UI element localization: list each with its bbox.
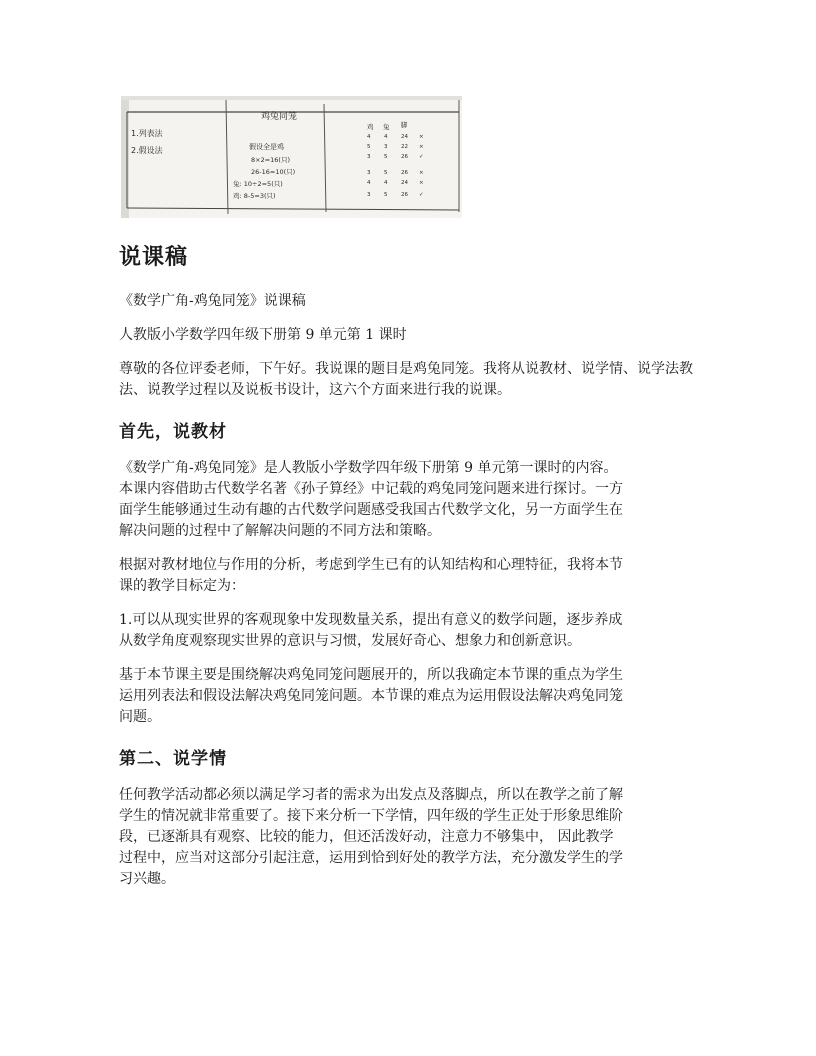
paragraph-line: 面学生能够通过生动有趣的古代数学问题感受我国古代数学文化，另一方面学生在 <box>119 502 623 518</box>
photo-table-cell: 5 <box>384 170 388 176</box>
photo-table-header: 脚 <box>401 121 408 129</box>
students-paragraph <box>119 785 709 890</box>
photo-table-mark: × <box>419 170 424 176</box>
paragraph-line: 从数学角度观察现实世界的意识与习惯，发展好奇心、想象力和创新意识。 <box>119 633 581 649</box>
photo-table-cell: 3 <box>367 154 371 160</box>
section-heading-textbook: 首先，说教材 <box>119 422 227 442</box>
document-title: 说课稿 <box>119 245 189 270</box>
photo-table-cell: 3 <box>384 144 388 150</box>
photo-title: 鸡兔同笼 <box>261 112 298 122</box>
photo-table-header: 鸡 <box>367 123 374 131</box>
photo-method-1: 1.列表法 <box>131 129 163 138</box>
section-heading-students: 第二、说学情 <box>119 749 227 769</box>
photo-table-cell: 24 <box>401 134 408 140</box>
photo-calc-line: 8×2=16(只) <box>251 156 291 164</box>
photo-table-cell: 4 <box>367 134 371 140</box>
paragraph-line: 学生的情况就非常重要了。接下来分析一下学情，四年级的学生正处于形象思维阶 <box>119 808 623 824</box>
photo-table-mark: ✓ <box>419 192 424 198</box>
blackboard-sketch <box>121 96 462 218</box>
intro-paragraph: 尊敬的各位评委老师，下午好。我说课的题目是鸡兔同笼。我将从说教材、说学情、说学法教法、说教学过程以及说板书设计，这六个方面来进行我的说课。 <box>119 361 693 398</box>
teaching-goal-paragraph <box>119 610 709 652</box>
paragraph-line: 《数学广角-鸡兔同笼》是人教版小学数学四年级下册第 9 单元第一课时的内容。 <box>119 460 618 476</box>
paragraph-line: 解决问题的过程中了解解决问题的不同方法和策略。 <box>119 523 441 539</box>
paragraph-line: 段，已逐渐具有观察、比较的能力，但还活泼好动，注意力不够集中， 因此教学 <box>119 829 614 845</box>
paragraph-line: 习兴趣。 <box>119 871 175 887</box>
photo-table-cell: 22 <box>401 144 408 150</box>
photo-table-cell: 5 <box>384 154 388 160</box>
paragraph-line: 运用列表法和假设法解决鸡兔同笼问题。本节课的难点为运用假设法解决鸡兔同笼 <box>119 688 623 704</box>
photo-table-cell: 26 <box>401 192 408 198</box>
photo-table-cell: 3 <box>367 170 371 176</box>
photo-table-mark: ✓ <box>419 154 424 160</box>
paragraph-line: 任何教学活动都必须以满足学习者的需求为出发点及落脚点，所以在教学之前了解 <box>119 787 623 803</box>
photo-calc-line: 26-16=10(只) <box>251 168 296 176</box>
photo-table-cell: 4 <box>384 180 388 186</box>
photo-table-cell: 26 <box>401 170 408 176</box>
photo-table-cell: 4 <box>367 180 371 186</box>
photo-table-cell: 24 <box>401 180 408 186</box>
paragraph-line: 本课内容借助古代数学名著《孙子算经》中记载的鸡兔同笼问题来进行探讨。一方 <box>119 481 623 497</box>
paragraph-line: 基于本节课主要是围绕解决鸡兔同笼问题展开的，所以我确定本节课的重点为学生 <box>119 667 623 683</box>
paragraph-line: 根据对教材地位与作用的分析，考虑到学生已有的认知结构和心理特征，我将本节 <box>119 557 623 573</box>
photo-table-cell: 26 <box>401 154 408 160</box>
paragraph-line: 问题。 <box>119 709 161 725</box>
key-difficulty-paragraph <box>119 665 709 728</box>
blackboard-photo <box>121 96 462 218</box>
paragraph-line: 课的教学目标定为： <box>119 578 245 594</box>
photo-calc-line: 兔: 10÷2=5(只) <box>233 180 283 188</box>
photo-table-header: 兔 <box>383 123 390 131</box>
photo-table-mark: × <box>419 180 424 186</box>
photo-calc-line: 鸡: 8-5=3(只) <box>233 192 276 200</box>
photo-table-cell: 5 <box>367 144 371 150</box>
photo-table-cell: 4 <box>384 134 388 140</box>
paragraph-line: 过程中，应当对这部分引起注意，运用到恰到好处的教学方法，充分激发学生的学 <box>119 850 623 866</box>
paragraph-line: 1.可以从现实世界的客观现象中发现数量关系，提出有意义的数学问题，逐步养成 <box>119 612 623 628</box>
photo-table-mark: × <box>419 144 424 150</box>
photo-method-2: 2.假设法 <box>131 146 163 155</box>
lesson-subtitle: 《数学广角-鸡兔同笼》说课稿 <box>119 293 306 309</box>
photo-table-mark: × <box>419 134 424 140</box>
photo-table-cell: 3 <box>367 192 371 198</box>
analysis-paragraph <box>119 555 709 597</box>
document-body <box>119 240 709 903</box>
photo-assume-label: 假设全是鸡 <box>249 143 284 151</box>
textbook-paragraph <box>119 458 709 542</box>
photo-table-cell: 5 <box>384 192 388 198</box>
edition-line: 人教版小学数学四年级下册第 9 单元第 1 课时 <box>119 327 407 343</box>
